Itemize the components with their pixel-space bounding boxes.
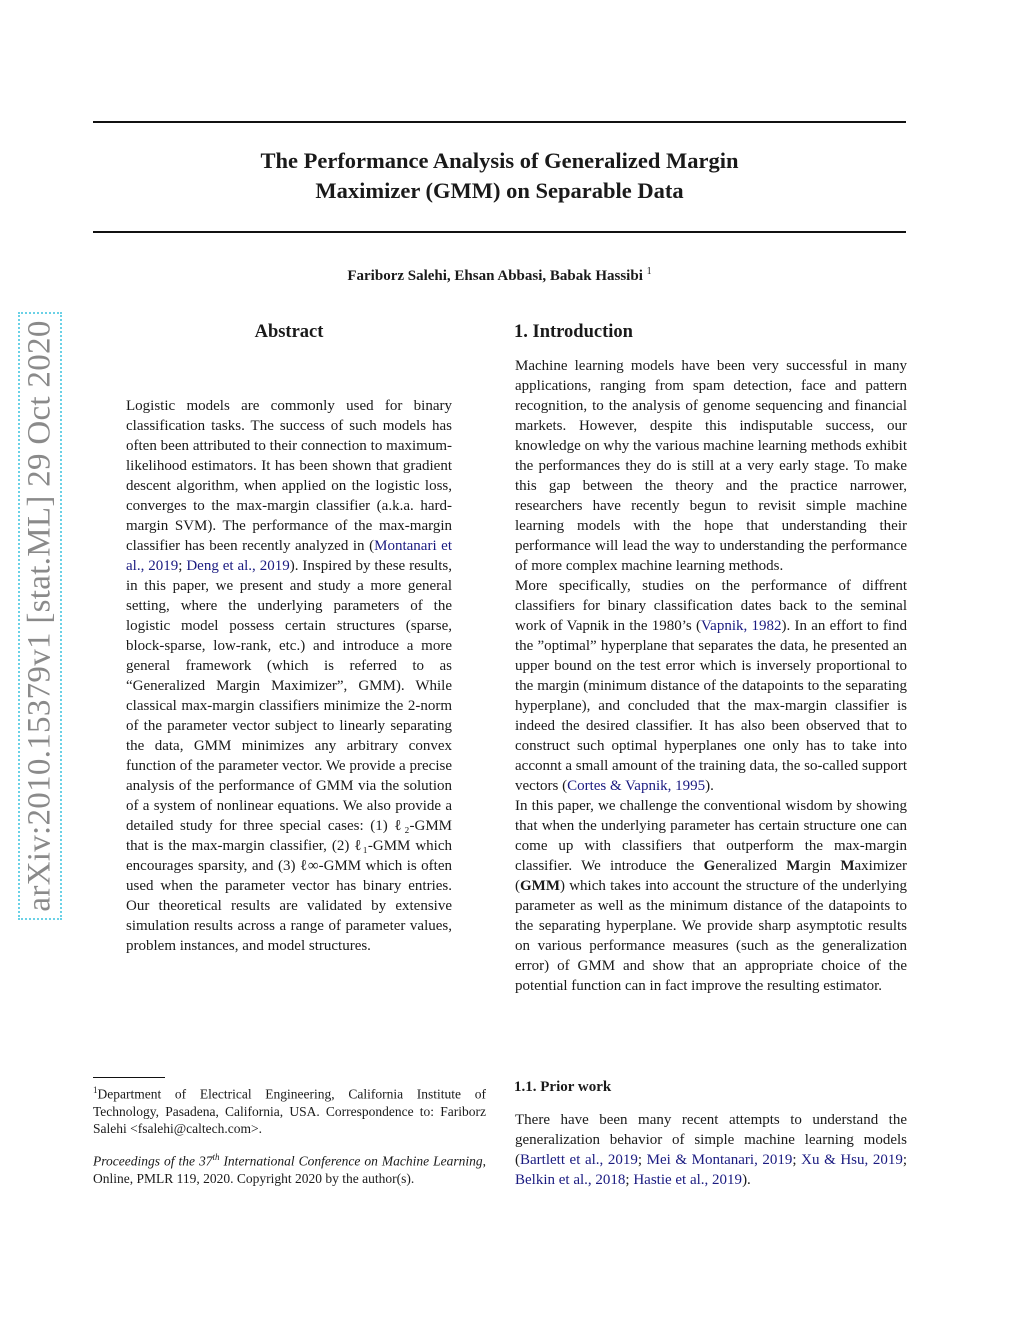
intro-p3-text-a: In this paper, we challenge the conventional wisdom by showing that when the underlying parameter has certain structure one can come up with classifiers that outperform the max-margin classifier. We introduce the [515,798,907,874]
title-line-2: Maximizer (GMM) on Separable Data [315,178,684,203]
footnote-text: Department of Electrical Engineering, California Institute of Technology, Pasadena, California, USA. Correspondence to: Fariborz Salehi <fsalehi@caltech.com>. [93,1086,486,1136]
citation-xu-hsu-2019[interactable]: Xu & Hsu, 2019 [801,1152,903,1168]
intro-p2-text-a: More specifically, studies on the performance of diffrent classifiers for binary classification dates back to the seminal work of Vapnik in the 1980’s ( [515,578,907,634]
title-line-1: The Performance Analysis of Generalized Margin [260,148,739,173]
title-bottom-rule [93,231,906,233]
author-list [93,266,906,285]
affiliation-mark: 1 [646,266,652,277]
prior-work-heading: 1.1. Prior work [514,1079,612,1095]
citation-deng-2019[interactable]: Deng et al., 2019 [186,558,290,574]
abstract-paragraph [126,396,452,956]
acronym-letter-m1: M [786,858,801,874]
affiliation-footnote [93,1082,486,1137]
citation-mei-montanari-2019[interactable]: Mei & Montanari, 2019 [646,1152,793,1168]
abstract-text-1: Logistic models are commonly used for binary classification tasks. The success of such models has often been attributed to their connection to maximum-likelihood estimators. It has been shown that gradient descent algorithm, when applied on the logistic loss, converges to the max-margin classifier (a.k.a. hard-margin SVM). The performance of the max-margin classifier has been recently analyzed in ( [126,398,452,554]
citation-bartlett-2019[interactable]: Bartlett et al., 2019 [520,1152,638,1168]
citation-separator: ; [792,1152,802,1168]
intro-p3-text-e: ) which takes into account the structure of the underlying parameter as well as the minimum distance of the datapoints to the separating hyperplane. We provide sharp asymptotic results on various performance measures (such as the generalization error) of GMM and show that an appropriate choice of the potential function can in fact improve the resulting estimator. [515,878,907,994]
proceedings-venue-a: Proceedings of the [93,1153,199,1169]
intro-paragraph-1: Machine learning models have been very successful in many applications, ranging from spam detection, face and pattern recognition, to the analysis of genome sequencing and financial markets. However, despite this indisputable success, our knowledge on why the various machine learning methods exhibit the performances they do is still at a very early stage. To make this gap between the theory and the practice narrower, researchers have recently begun to revisit simple machine learning models with the hope that understanding their performance will lead the way to understanding the performance of more complex machine learning methods. [515,358,907,574]
intro-paragraph-3 [515,796,907,996]
acronym-letter-g: G [703,858,716,874]
intro-p2-text-b: ). In an effort to find the ”optimal” hyperplane that separates the data, he presented an upper bound on the test error which is inversely proportional to the margin (minimum distance of the datapoints to the separating hyperplane), and concluded that the max-margin classifier is indeed the desired classifier. It has also been observed that to construct such optimal hyperplanes one only has to take into acconnt a small amount of the training data, the so-called support vectors ( [515,618,908,794]
citation-cortes-vapnik-1995[interactable]: Cortes & Vapnik, 1995 [567,778,706,794]
intro-paragraph-2 [515,576,907,796]
abstract-heading: Abstract [254,322,324,342]
citation-vapnik-1982[interactable]: Vapnik, 1982 [701,618,782,634]
proceedings-superscript: th [212,1152,220,1162]
citation-separator: ; [902,1152,907,1168]
introduction-heading: 1. Introduction [514,322,633,342]
arxiv-stamp-text: arXiv:2010.15379v1 [stat.ML] 29 Oct 2020 [21,320,58,912]
intro-p3-text-b: eneralized [715,858,787,874]
citation-separator: ; [178,558,187,574]
citation-separator: ; [625,1172,634,1188]
prior-work-text-1: There have been many recent attempts to understand the generalization behavior of simple machine learning models ( [515,1112,907,1168]
intro-p3-text-d: aximizer ( [515,858,907,894]
intro-p3-text-c: argin [800,858,841,874]
paper-title [93,146,906,206]
author-names: Fariborz Salehi, Ehsan Abbasi, Babak Hassibi [347,268,643,284]
title-top-rule [93,121,906,123]
footnote-rule [93,1077,165,1078]
prior-work-text-2: ). [742,1172,751,1188]
abstract-body [126,396,452,956]
acronym-gmm: GMM [520,878,560,894]
introduction-body [515,356,907,996]
footnote-mark: 1 [93,1085,98,1095]
intro-p2-text-c: ). [705,778,714,794]
proceedings-number: 37 [198,1153,213,1169]
prior-work-paragraph [515,1110,907,1190]
proceedings-details: , Online, PMLR 119, 2020. Copyright 2020 by the author(s). [93,1153,486,1186]
prior-work-body [515,1110,907,1190]
proceedings-note [93,1149,486,1187]
citation-belkin-2018[interactable]: Belkin et al., 2018 [515,1172,626,1188]
acronym-letter-m2: M [840,858,855,874]
abstract-text-2: ). Inspired by these results, in this paper, we present and study a more general setting, where the underlying parameters of the logistic model possess certain structures (sparse, block-sparse, low-rank, etc.) and introduce a more general framework (which is referred to as “Generalized Margin Maximizer”, GMM). While classical max-margin classifiers minimize the 2-norm of the parameter vector subject to linearly separating the data, GMM minimizes any arbitrary convex function of the parameter vector. We provide a precise analysis of the performance of GMM via the solution of a system of nonlinear equations. We also provide a detailed study for three special cases: (1) ℓ₂-GMM that is the max-margin classifier, (2) ℓ₁-GMM which encourages sparsity, and (3) ℓ∞-GMM which is often used when the parameter vector has binary entries. Our theoretical results are validated by extensive simulation results across a range of parameter values, problem instances, and model structures. [126,558,453,954]
citation-montanari-2019[interactable]: Montanari et al., 2019 [126,538,453,574]
citation-separator: ; [637,1152,647,1168]
citation-hastie-2019[interactable]: Hastie et al., 2019 [633,1172,743,1188]
proceedings-venue-b: International Conference on Machine Learning [219,1153,483,1169]
